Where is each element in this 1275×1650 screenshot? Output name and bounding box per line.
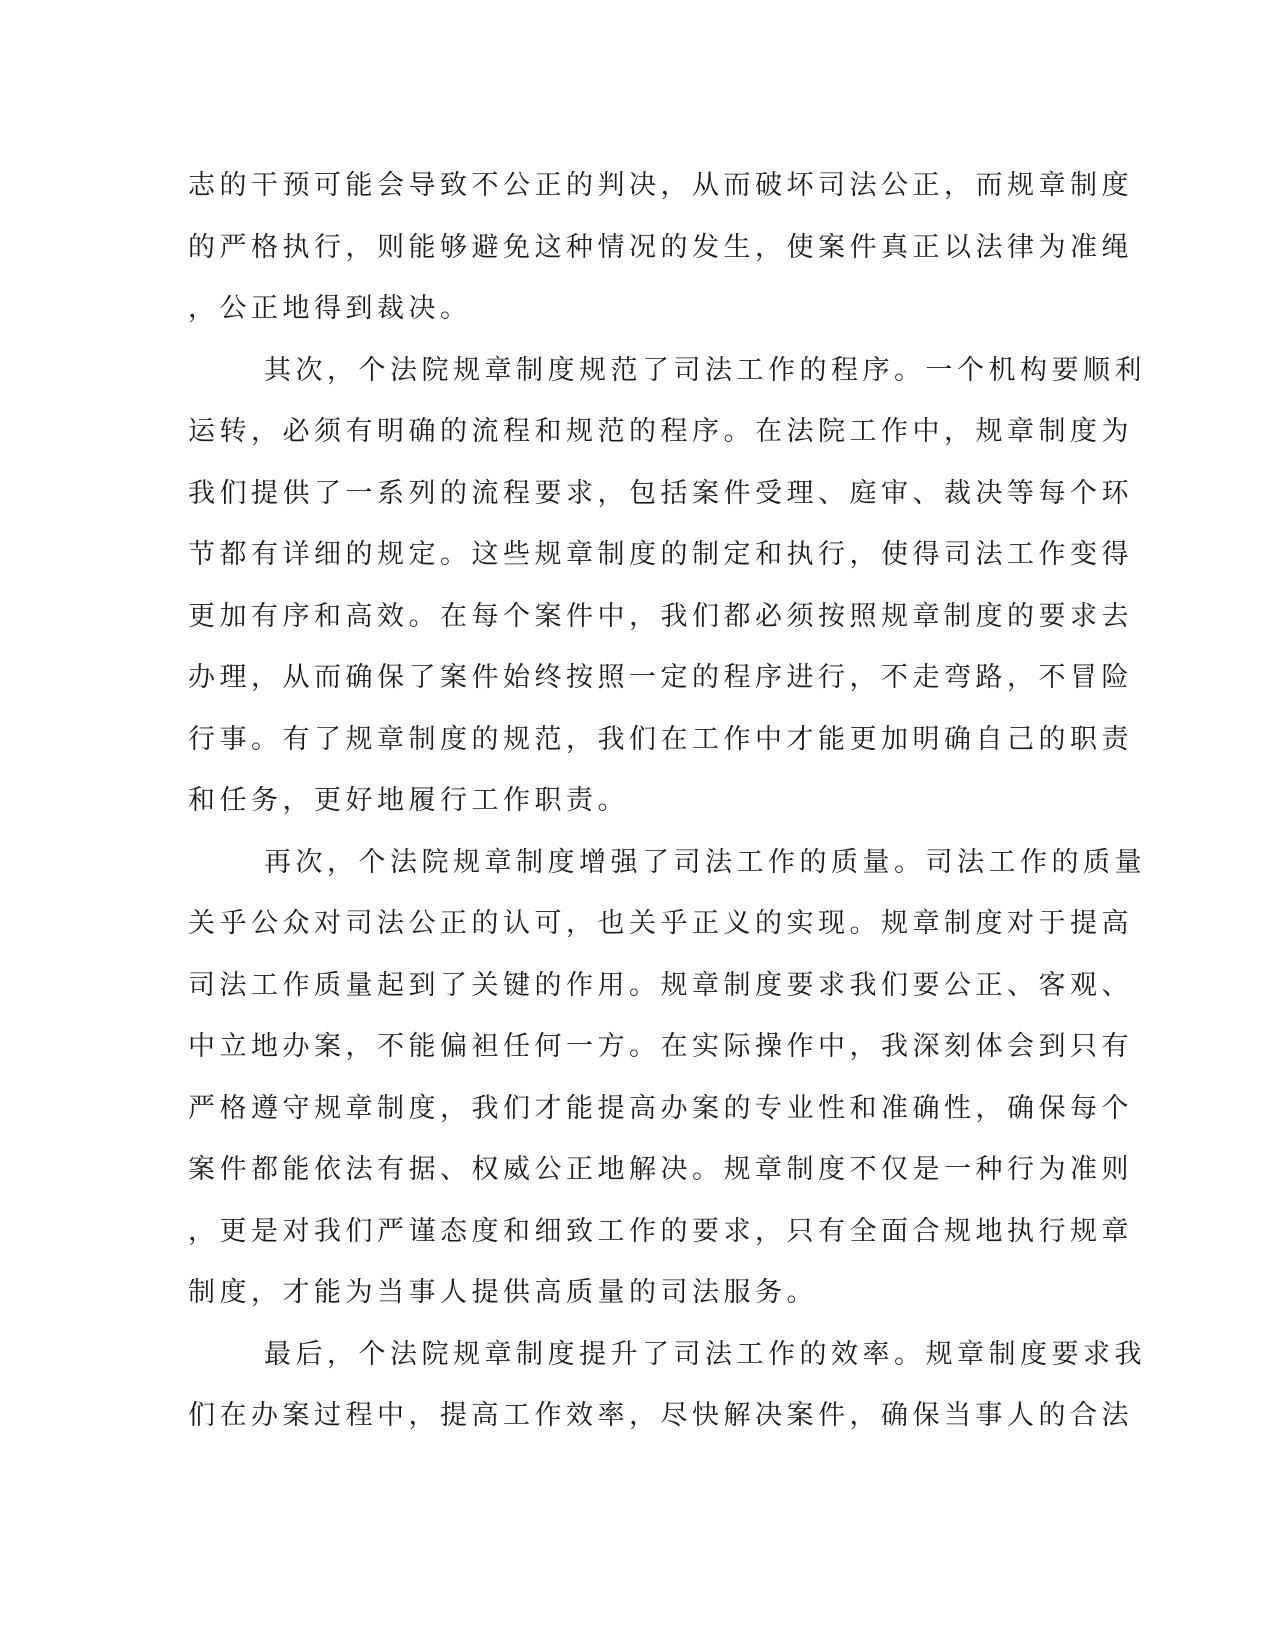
paragraph-start-line: 最后，个法院规章制度提升了司法工作的效率。规章制度要求我 bbox=[264, 1338, 1146, 1370]
text-line: ，公正地得到裁决。 bbox=[188, 293, 472, 324]
text-line: 关乎公众对司法公正的认可，也关乎正义的实现。规章制度对于提高 bbox=[188, 908, 1133, 939]
text-line: 行事。有了规章制度的规范，我们在工作中才能更加明确自己的职责 bbox=[188, 723, 1133, 755]
text-line: 我们提供了一系列的流程要求，包括案件受理、庭审、裁决等每个环 bbox=[188, 477, 1133, 509]
text-line: 志的干预可能会导致不公正的判决，从而破坏司法公正，而规章制度 bbox=[188, 170, 1133, 201]
paragraph-start-line: 再次，个法院规章制度增强了司法工作的质量。司法工作的质量 bbox=[264, 846, 1146, 878]
text-line: 严格遵守规章制度，我们才能提高办案的专业性和准确性，确保每个 bbox=[188, 1092, 1133, 1124]
text-line: ，更是对我们严谨态度和细致工作的要求，只有全面合规地执行规章 bbox=[188, 1215, 1133, 1247]
text-line: 案件都能依法有据、权威公正地解决。规章制度不仅是一种行为准则 bbox=[188, 1154, 1133, 1185]
text-line: 制度，才能为当事人提供高质量的司法服务。 bbox=[188, 1277, 818, 1308]
text-line: 节都有详细的规定。这些规章制度的制定和执行，使得司法工作变得 bbox=[188, 539, 1133, 570]
text-line: 们在办案过程中，提高工作效率，尽快解决案件，确保当事人的合法 bbox=[188, 1400, 1133, 1431]
body-text bbox=[188, 155, 1146, 1447]
text-line: 司法工作质量起到了关键的作用。规章制度要求我们要公正、客观、 bbox=[188, 969, 1133, 1001]
text-line: 运转，必须有明确的流程和规范的程序。在法院工作中，规章制度为 bbox=[188, 416, 1133, 447]
text-line: 中立地办案，不能偏袒任何一方。在实际操作中，我深刻体会到只有 bbox=[188, 1031, 1133, 1062]
text-line: 办理，从而确保了案件始终按照一定的程序进行，不走弯路，不冒险 bbox=[188, 662, 1133, 693]
text-line: 的严格执行，则能够避免这种情况的发生，使案件真正以法律为准绳 bbox=[188, 231, 1133, 263]
paragraph-start-line: 其次，个法院规章制度规范了司法工作的程序。一个机构要顺利 bbox=[264, 354, 1146, 386]
text-line: 和任务，更好地履行工作职责。 bbox=[188, 785, 629, 816]
text-line: 更加有序和高效。在每个案件中，我们都必须按照规章制度的要求去 bbox=[188, 600, 1133, 632]
